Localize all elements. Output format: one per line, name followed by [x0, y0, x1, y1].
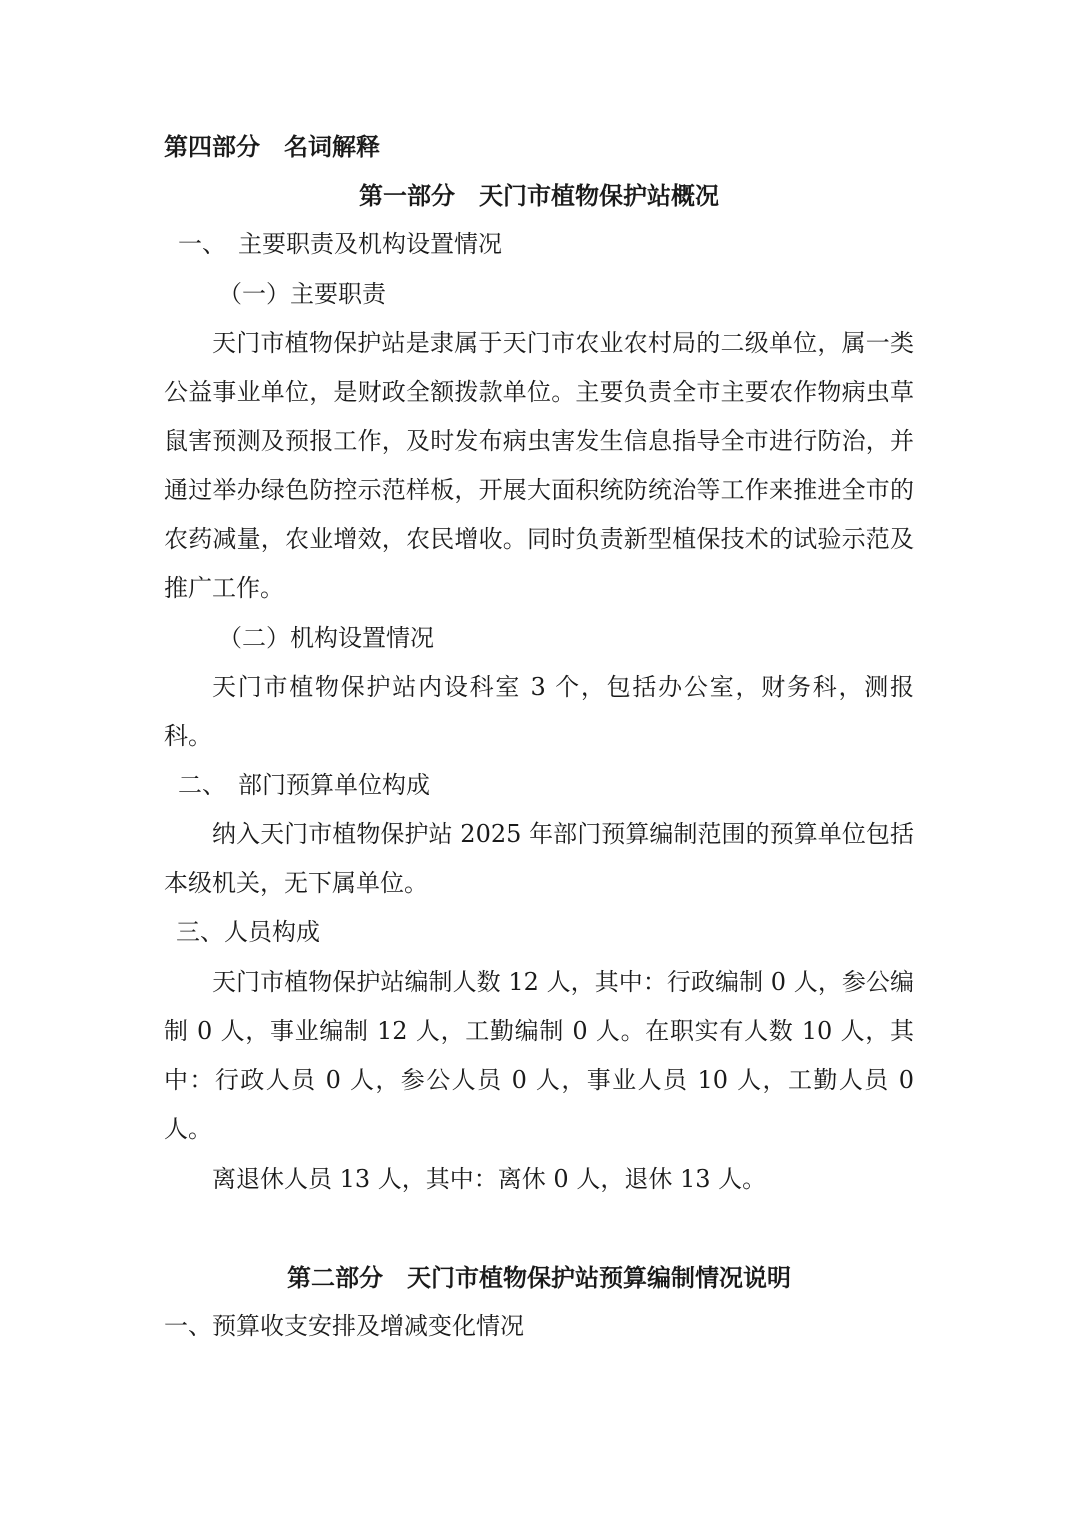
section3-paragraph-staff: 天门市植物保护站编制人数 12 人，其中：行政编制 0 人，参公编制 0 人，事业编制 12 人，工勤编制 0 人。在职实有人数 10 人，其中：行政人员 0 人，参公人员 0 人，事业人员 10 人，工勤人员 0 人。 [164, 968, 914, 1143]
section2-heading: 二、 部门预算单位构成 [178, 771, 430, 799]
section1-heading: 一、 主要职责及机构设置情况 [178, 230, 502, 258]
section2-paragraph: 纳入天门市植物保护站 2025 年部门预算编制范围的预算单位包括本级机关，无下属单位。 [164, 820, 914, 897]
sub2-heading: （二）机构设置情况 [218, 624, 434, 652]
section3-paragraph-retired: 离退休人员 13 人，其中：离休 0 人，退休 13 人。 [212, 1165, 767, 1193]
sub2-paragraph: 天门市植物保护站内设科室 3 个，包括办公室，财务科，测报科。 [164, 673, 914, 750]
sub1-heading: （一）主要职责 [218, 280, 386, 308]
part2-section1-heading: 一、预算收支安排及增减变化情况 [164, 1312, 524, 1340]
part2-title: 第二部分 天门市植物保护站预算编制情况说明 [287, 1263, 791, 1292]
section3-heading: 三、人员构成 [176, 918, 320, 946]
part1-title: 第一部分 天门市植物保护站概况 [359, 181, 719, 210]
part4-heading: 第四部分 名词解释 [164, 132, 380, 161]
sub1-paragraph: 天门市植物保护站是隶属于天门市农业农村局的二级单位，属一类公益事业单位，是财政全额拨款单位。主要负责全市主要农作物病虫草鼠害预测及预报工作，及时发布病虫害发生信息指导全市进行防治，并通过举办绿色防控示范样板，开展大面积统防统治等工作来推进全市的农药减量，农业增效，农民增收。同时负责新型植保技术的试验示范及推广工作。 [164, 329, 914, 602]
